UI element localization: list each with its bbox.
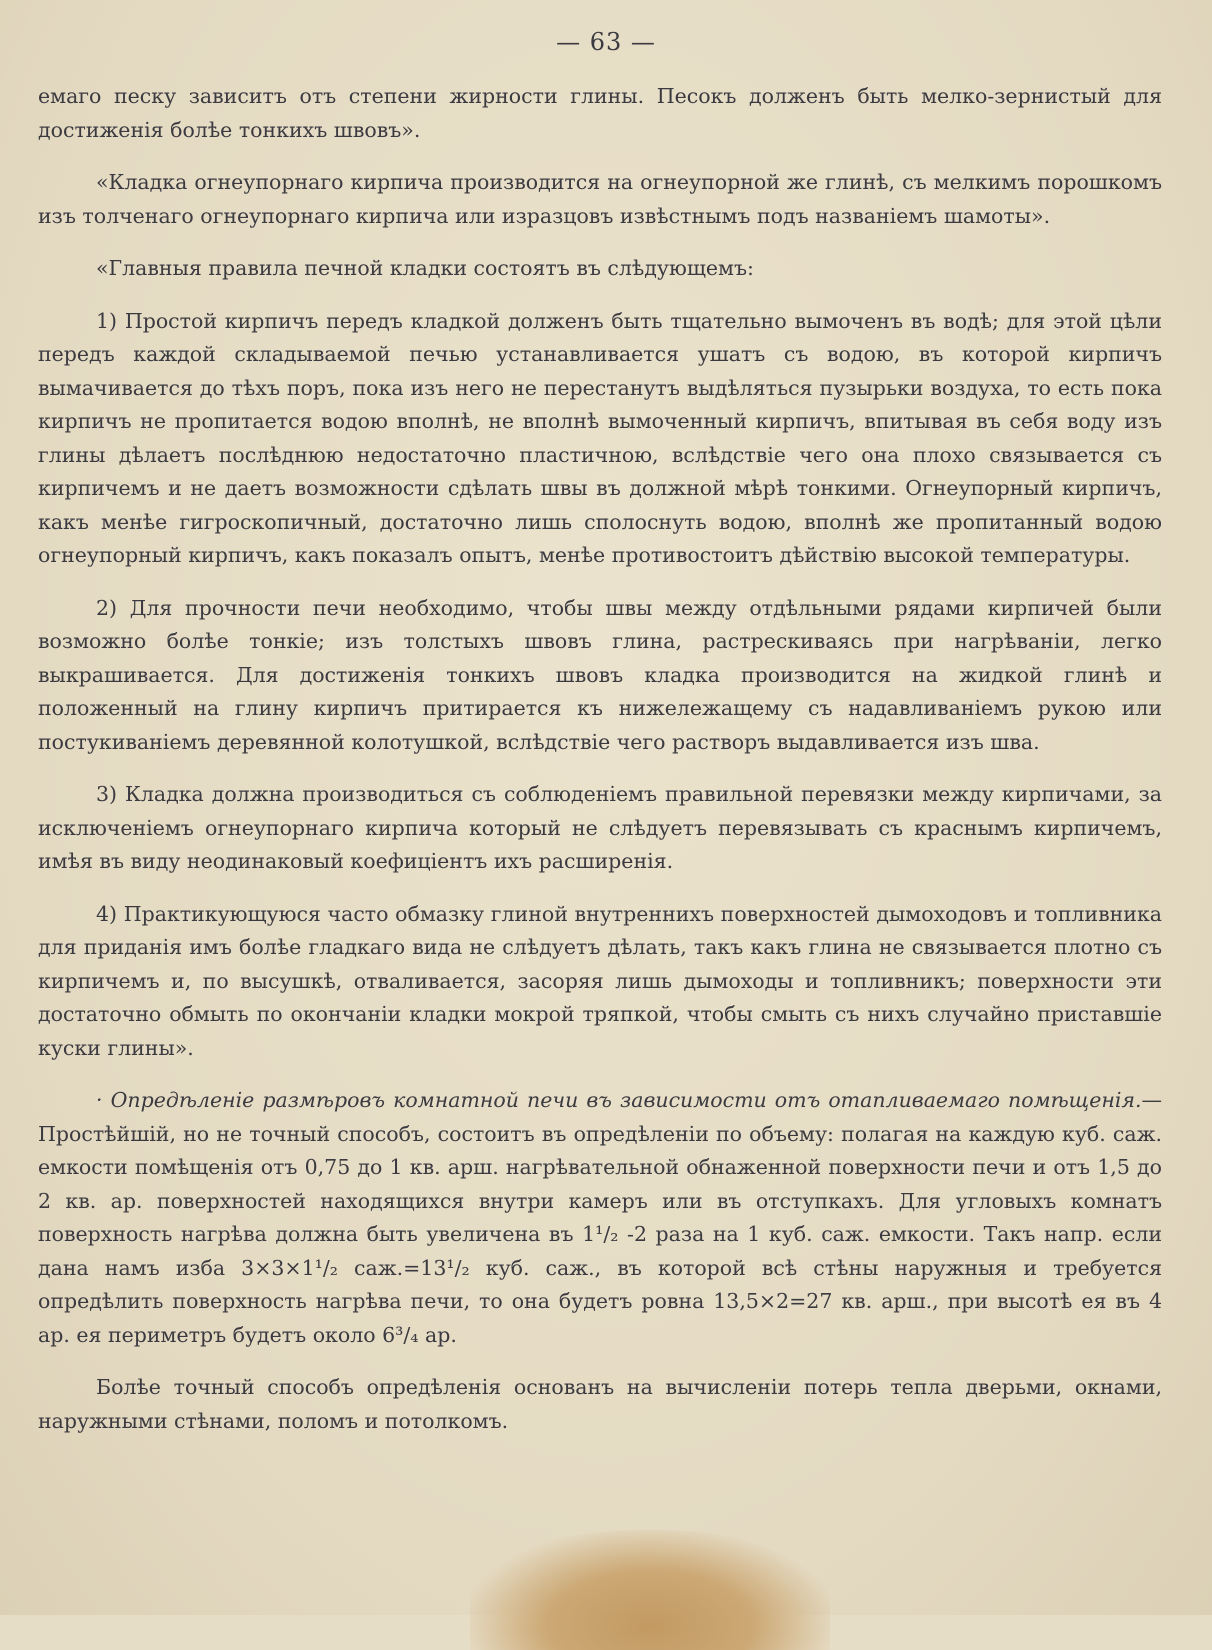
paragraph-text: Болѣе точный способъ опредѣленія основанъ на вычисленіи потерь тепла дверьми, окнами, наружными стѣнами, поломъ и потолкомъ.	[38, 1375, 1162, 1433]
paragraph-9	[38, 1371, 1162, 1438]
paragraph-8	[38, 1084, 1162, 1352]
paragraph-5	[38, 592, 1162, 760]
page-number: — 63 —	[556, 28, 656, 56]
paragraph-text: 2) Для прочности печи необходимо, чтобы швы между отдѣльными рядами кирпичей были возможно болѣе тонкіе; изъ толстыхъ швовъ глина, растрескиваясь при нагрѣваніи, легко выкрашивается. Для достиженія тонкихъ швовъ кладка производится на жидкой глинѣ и положенный на глину кирпичъ притирается къ нижележащему съ надавливаніемъ рукою или постукиваніемъ деревянной колотушкой, вслѣдствіе чего растворъ выдавливается изъ шва.	[38, 595, 1162, 754]
text-body	[38, 80, 1162, 1457]
paper-stain	[470, 1530, 830, 1650]
paragraph-text: емаго песку зависитъ отъ степени жирности глины. Песокъ долженъ быть мелко-зернистый для достиженія болѣе тонкихъ швовъ».	[38, 84, 1162, 142]
paragraph-text: «Главныя правила печной кладки состоятъ въ слѣдующемъ:	[96, 256, 754, 280]
paragraph-3	[38, 252, 1162, 286]
paragraph-7	[38, 898, 1162, 1066]
paragraph-text: 4) Практикующуюся часто обмазку глиной внутреннихъ поверхностей дымоходовъ и топливника для приданія имъ болѣе гладкаго вида не слѣдуетъ дѣлать, такъ какъ глина не связывается плотно съ кирпичемъ и, по высушкѣ, отваливается, засоряя лишь дымоходы и топливникъ; поверхности эти достаточно обмыть по окончаніи кладки мокрой тряпкой, чтобы смыть съ нихъ случайно приставшіе куски глины».	[38, 901, 1162, 1060]
paragraph-1	[38, 80, 1162, 147]
paragraph-4	[38, 305, 1162, 573]
paragraph-text: —Простѣйшій, но не точный способъ, состоитъ въ опредѣленіи по объему: полагая на каждую куб. саж. емкости помѣщенія отъ 0,75 до 1 кв. арш. нагрѣвательной обнаженной поверхности печи и отъ 1,5 до 2 кв. ар. поверхностей находящихся внутри камеръ или въ отступкахъ. Для угловыхъ комнатъ поверхность нагрѣва должна быть увеличена въ 1¹/₂ -2 раза на 1 куб. саж. емкости. Такъ напр. если дана намъ изба 3×3×1¹/₂ саж.=13¹/₂ куб. саж., въ которой всѣ стѣны наружныя и требуется опредѣлить поверхность нагрѣва печи, то она будетъ ровна 13,5×2=27 кв. арш., при высотѣ ея въ 4 ар. ея периметръ будетъ около 6³/₄ ар.	[38, 1088, 1162, 1347]
paragraph-6	[38, 778, 1162, 879]
paragraph-text: 1) Простой кирпичъ передъ кладкой долженъ быть тщательно вымоченъ въ водѣ; для этой цѣли передъ каждой складываемой печью устанавливается ушатъ съ водою, въ которой кирпичъ вымачивается до тѣхъ поръ, пока изъ него не перестанутъ выдѣляться пузырьки воздуха, то есть пока кирпичъ не пропитается водою вполнѣ, не вполнѣ вымоченный кирпичъ, впитывая въ себя воду изъ глины дѣлаетъ послѣднюю недостаточно пластичною, вслѣдствіе чего она плохо связывается съ кирпичемъ и не даетъ возможности сдѣлать швы въ должной мѣрѣ тонкими. Огнеупорный кирпичъ, какъ менѣе гигроскопичный, достаточно лишь сполоснуть водою, вполнѣ же пропитанный водою огнеупорный кирпичъ, какъ показалъ опытъ, менѣе противостоитъ дѣйствію высокой температуры.	[38, 308, 1162, 567]
section-heading: · Опредѣленіе размѣровъ комнатной печи въ зависимости отъ отапливаемаго помѣщенія.	[96, 1088, 1142, 1112]
paragraph-text: «Кладка огнеупорнаго кирпича производится на огнеупорной же глинѣ, съ мелкимъ порошкомъ изъ толченаго огнеупорнаго кирпича или изразцовъ извѣстнымъ подъ названіемъ шамоты».	[38, 170, 1162, 228]
paragraph-text: 3) Кладка должна производиться съ соблюденіемъ правильной перевязки между кирпичами, за исключеніемъ огнеупорнаго кирпича который не слѣдуетъ перевязывать съ краснымъ кирпичемъ, имѣя въ виду неодинаковый коефиціентъ ихъ расширенія.	[38, 782, 1162, 873]
paragraph-2	[38, 166, 1162, 233]
